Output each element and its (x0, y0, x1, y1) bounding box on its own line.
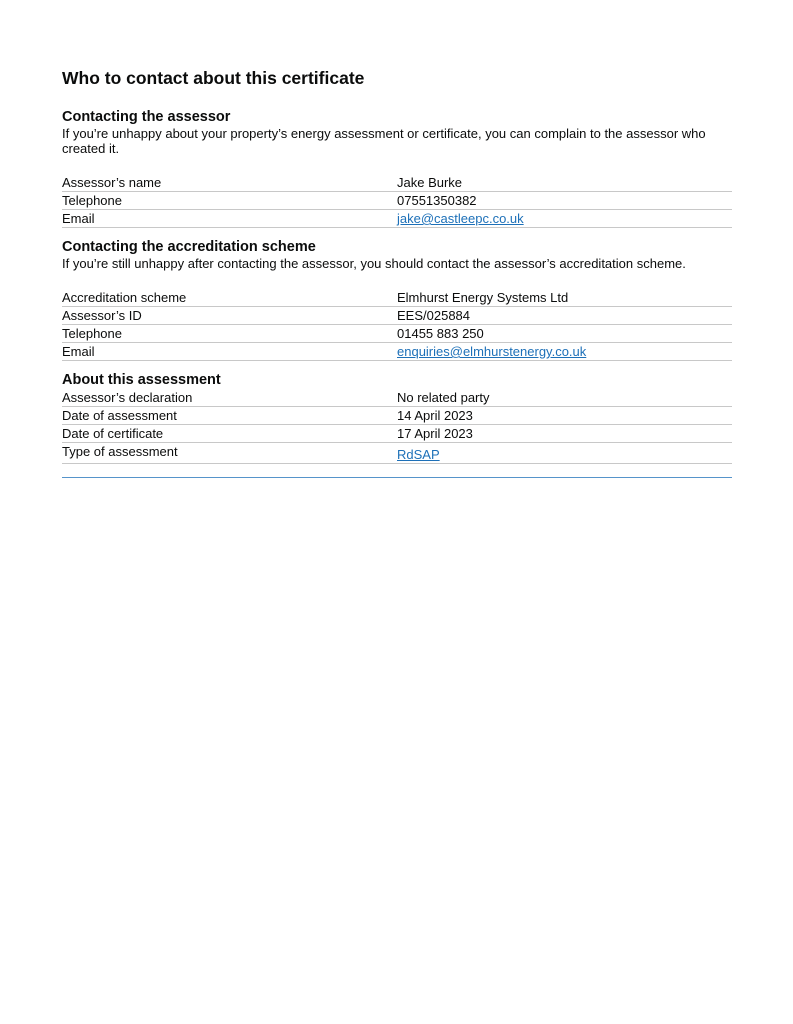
assessor-email-cell (397, 211, 732, 227)
row-label: Date of certificate (62, 426, 164, 441)
scheme-email-cell (397, 344, 732, 360)
assessor-email-link[interactable]: jake@castleepc.co.uk (397, 211, 524, 226)
assessment-type-cell (397, 444, 732, 463)
assessor-telephone-row (62, 192, 732, 210)
assessor-details-list (62, 174, 732, 228)
about-section (62, 372, 732, 478)
scheme-name-value: Elmhurst Energy Systems Ltd (397, 290, 569, 305)
declaration-value: No related party (397, 390, 490, 405)
about-section-heading: About this assessment (62, 372, 221, 388)
row-label: Assessor’s ID (62, 308, 142, 323)
assessor-email-row (62, 210, 732, 228)
scheme-email-link[interactable]: enquiries@elmhurstenergy.co.uk (397, 344, 587, 359)
scheme-section-intro: If you’re still unhappy after contacting the assessor, you should contact the assessor’s accreditation scheme. (62, 256, 686, 271)
assessment-type-row (62, 443, 732, 464)
scheme-name-row (62, 289, 732, 307)
row-label: Telephone (62, 326, 122, 341)
row-label: Type of assessment (62, 444, 178, 459)
scheme-section-heading: Contacting the accreditation scheme (62, 239, 316, 255)
row-label: Assessor’s name (62, 175, 162, 190)
row-label: Email (62, 344, 95, 359)
assessment-type-link[interactable]: RdSAP (397, 447, 440, 462)
row-label: Accreditation scheme (62, 290, 187, 305)
scheme-section (62, 239, 732, 361)
certificate-date-value: 17 April 2023 (397, 426, 473, 441)
row-label: Telephone (62, 193, 122, 208)
assessor-section-heading: Contacting the assessor (62, 109, 231, 125)
assessor-id-row (62, 307, 732, 325)
scheme-telephone-value: 01455 883 250 (397, 326, 484, 341)
row-label: Assessor’s declaration (62, 390, 193, 405)
row-label: Email (62, 211, 95, 226)
about-details-list (62, 389, 732, 464)
certificate-contact-page (62, 66, 732, 478)
assessor-telephone-value: 07551350382 (397, 193, 477, 208)
row-label: Date of assessment (62, 408, 177, 423)
scheme-details-list (62, 289, 732, 361)
page-title: Who to contact about this certificate (62, 68, 365, 88)
assessor-name-row (62, 174, 732, 192)
scheme-telephone-row (62, 325, 732, 343)
assessor-name-value: Jake Burke (397, 175, 463, 190)
assessment-date-row (62, 407, 732, 425)
assessor-id-value: EES/025884 (397, 308, 471, 323)
assessment-date-value: 14 April 2023 (397, 408, 473, 423)
assessor-section-intro: If you’re unhappy about your property’s energy assessment or certificate, you can complain to the assessor who created it. (62, 126, 706, 156)
certificate-date-row (62, 425, 732, 443)
declaration-row (62, 389, 732, 407)
assessor-section (62, 109, 732, 228)
section-divider (62, 477, 732, 478)
scheme-email-row (62, 343, 732, 361)
